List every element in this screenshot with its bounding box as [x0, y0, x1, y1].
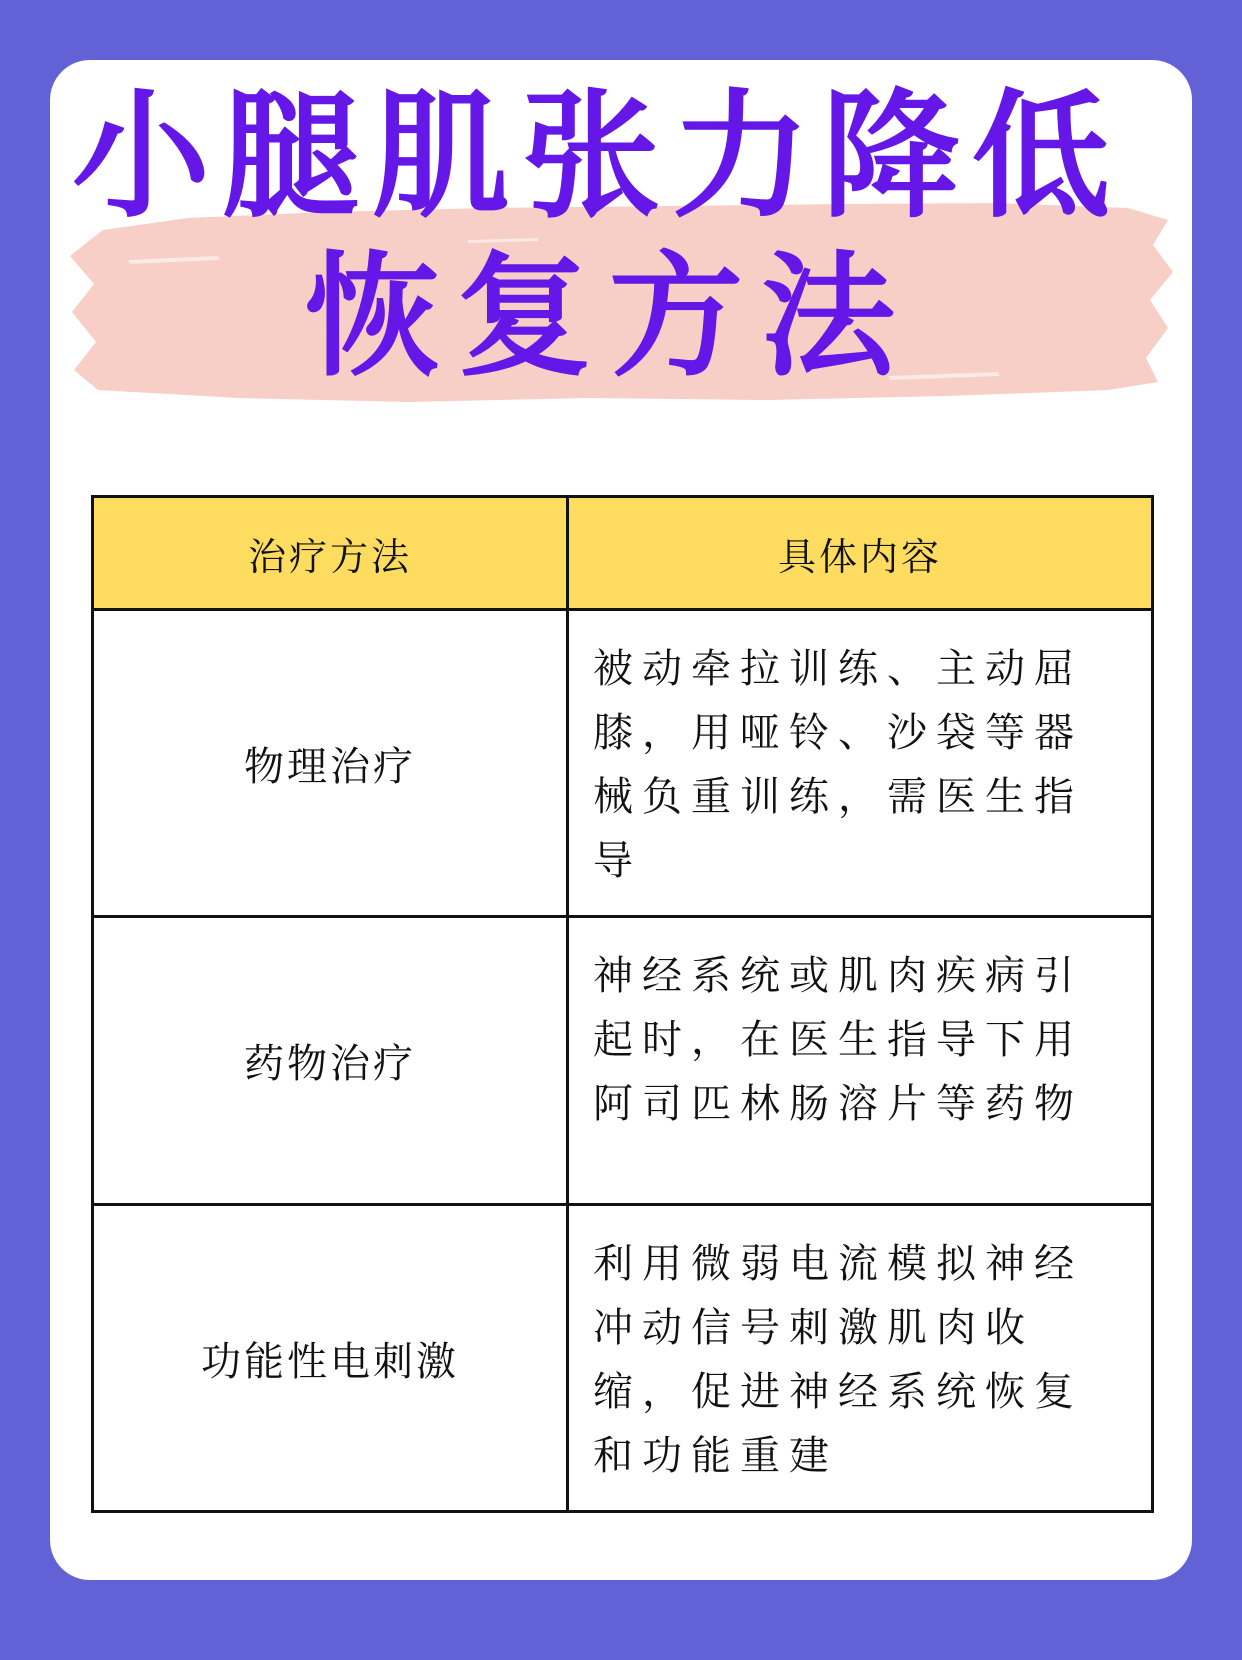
table-row [93, 610, 1153, 917]
table-row [93, 917, 1153, 1205]
content-cell: 神经系统或肌肉疾病引起时，在医生指导下用阿司匹林肠溶片等药物 [568, 917, 1153, 1205]
column-header-content: 具体内容 [568, 497, 1153, 610]
method-cell: 功能性电刺激 [93, 1205, 568, 1512]
column-header-method: 治疗方法 [93, 497, 568, 610]
method-cell: 药物治疗 [93, 917, 568, 1205]
content-cell: 被动牵拉训练、主动屈膝，用哑铃、沙袋等器械负重训练，需医生指导 [568, 610, 1153, 917]
table-row [93, 1205, 1153, 1512]
method-cell: 物理治疗 [93, 610, 568, 917]
table-header-row [93, 497, 1153, 610]
treatment-table [91, 495, 1154, 1513]
content-cell: 利用微弱电流模拟神经冲动信号刺激肌肉收缩，促进神经系统恢复和功能重建 [568, 1205, 1153, 1512]
page-title-line-1: 小腿肌张力降低 [72, 76, 1123, 237]
page-title-line-2: 恢复方法 [305, 239, 914, 395]
